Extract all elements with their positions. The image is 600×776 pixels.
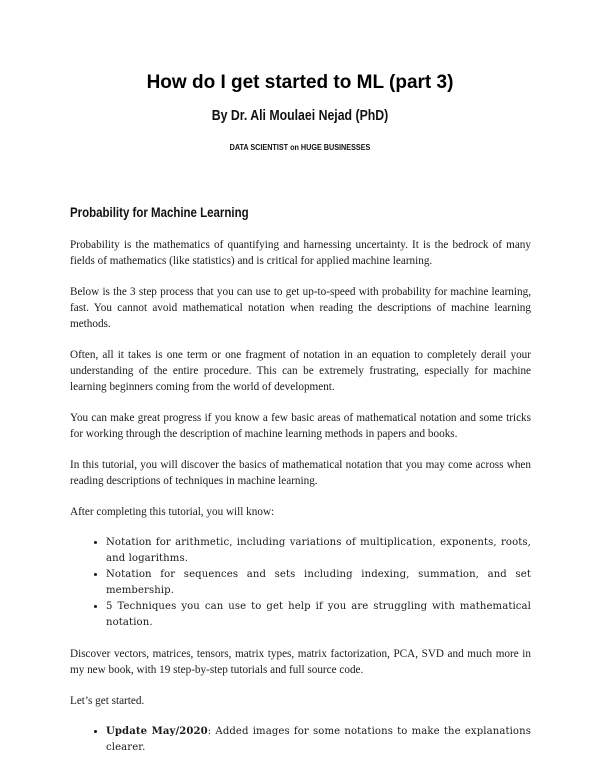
page-title: How do I get started to ML (part 3) [146, 72, 454, 93]
paragraph: Often, all it takes is one term or one fragment of notation in an equation to completely derail your understanding of the entire procedure. This can be extremely frustrating, especially for machine learning beginners coming from the world of development. [70, 349, 531, 393]
list-item: • Notation for sequences and sets including indexing, summation, and set membership. [106, 567, 531, 599]
section-heading: Probability for Machine Learning [70, 204, 249, 220]
outcomes-list [70, 535, 531, 631]
paragraph: Discover vectors, matrices, tensors, matrix types, matrix factorization, PCA, SVD and much more in my new book, with 19 step-by-step tutorials and full source code. [70, 648, 531, 676]
paragraph: You can make great progress if you know a few basic areas of mathematical notation and some tricks for working through the description of machine learning methods in papers and books. [70, 412, 531, 440]
article-body [70, 237, 531, 771]
author-role: DATA SCIENTIST on HUGE BUSINESSES [229, 142, 371, 152]
update-list [70, 724, 531, 756]
update-text: : Added images for some notations to make the explanations clearer. [106, 726, 531, 753]
paragraph: Let’s get started. [70, 695, 145, 707]
list-item: • 5 Techniques you can use to get help if you are struggling with mathematical notation. [106, 599, 531, 631]
paragraph: In this tutorial, you will discover the basics of mathematical notation that you may come across when reading descriptions of techniques in machine learning. [70, 459, 531, 487]
paragraph: After completing this tutorial, you will know: [70, 506, 275, 518]
paragraph: Below is the 3 step process that you can use to get up-to-speed with probability for machine learning, fast. You cannot avoid mathematical notation when reading the descriptions of machine learning methods. [70, 286, 531, 330]
list-item: • Notation for arithmetic, including variations of multiplication, exponents, roots, and logarithms. [106, 535, 531, 567]
paragraph: Probability is the mathematics of quantifying and harnessing uncertainty. It is the bedrock of many fields of mathematics (like statistics) and is critical for applied machine learning. [70, 239, 531, 267]
update-item [106, 724, 531, 756]
author-byline: By Dr. Ali Moulaei Nejad (PhD) [211, 107, 389, 124]
update-label: Update May/2020 [106, 726, 208, 737]
